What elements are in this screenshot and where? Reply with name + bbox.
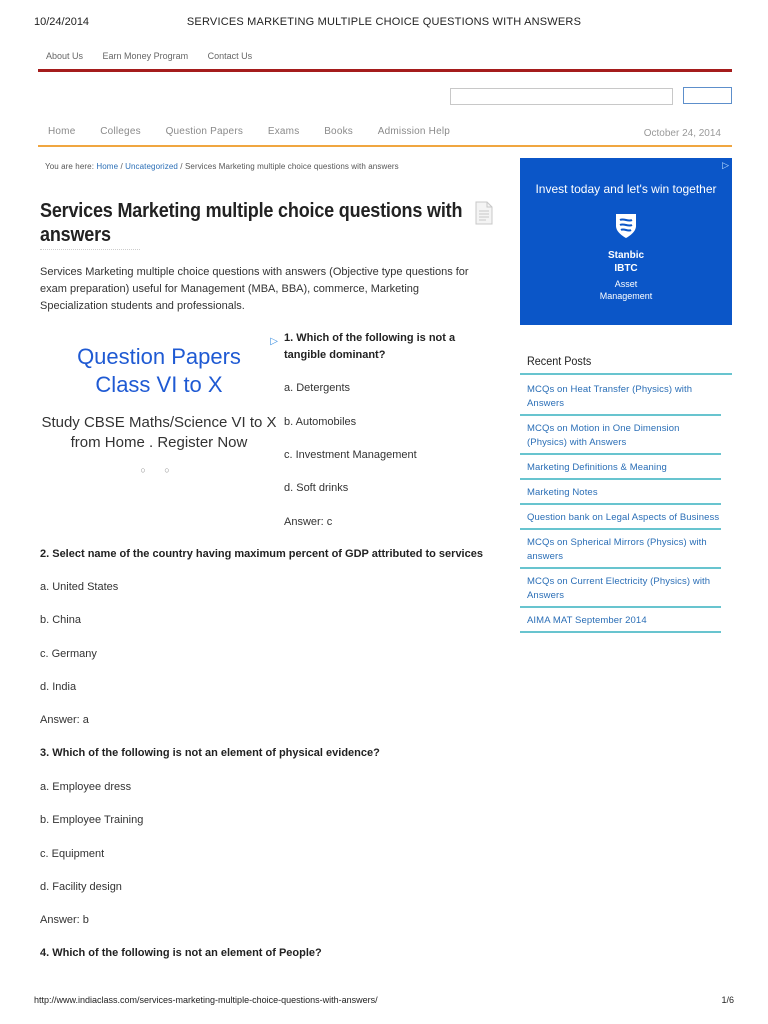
header-divider — [38, 69, 732, 72]
question-text: 1. Which of the following is not a — [284, 332, 456, 344]
recent-posts-heading: Recent Posts — [527, 354, 592, 368]
print-title: SERVICES MARKETING MULTIPLE CHOICE QUESTIONS WITH ANSWERS — [186, 16, 582, 28]
answer-option: b. Employee Training — [40, 814, 144, 826]
main-nav-admission-help[interactable]: Admission Help — [377, 126, 451, 137]
breadcrumb-home[interactable]: Home — [96, 162, 119, 171]
answer-option: a. Employee dress — [40, 781, 132, 793]
answer-option: b. Automobiles — [284, 416, 357, 428]
recent-post-link[interactable]: MCQs on Heat Transfer (Physics) with Answers — [520, 377, 721, 416]
recent-post-link[interactable]: AIMA MAT September 2014 — [520, 608, 721, 633]
ad-choices-icon[interactable]: ▷ — [722, 160, 729, 170]
recent-posts-divider — [520, 373, 732, 375]
answer-key: Answer: b — [40, 914, 89, 926]
ad-body: Study CBSE Maths/Science VI to X from Home . Register Now — [41, 414, 277, 451]
answer-option: b. China — [40, 614, 81, 626]
answer-key: Answer: c — [284, 516, 333, 528]
nav-divider — [38, 145, 732, 147]
top-nav-earn-money[interactable]: Earn Money Program — [102, 51, 189, 61]
breadcrumb-separator: / — [177, 162, 185, 171]
recent-post-link[interactable]: Marketing Definitions & Meaning — [520, 455, 721, 480]
search-input[interactable] — [450, 88, 673, 105]
post-meta — [40, 249, 140, 252]
page-number: 1/6 — [721, 995, 734, 1005]
print-footer — [34, 995, 734, 1007]
ad-choices-icon[interactable]: ▷ — [270, 336, 278, 347]
recent-posts-list — [520, 377, 721, 633]
main-nav-home[interactable]: Home — [48, 126, 76, 137]
breadcrumb-prefix: You are here: — [45, 162, 97, 171]
main-nav-question-papers[interactable]: Question Papers — [165, 126, 244, 137]
print-header — [34, 16, 734, 30]
breadcrumb — [45, 162, 399, 171]
subtitle-line: Asset — [614, 279, 638, 289]
answer-option: c. Equipment — [40, 848, 105, 860]
sidebar-ad-brand — [520, 249, 732, 275]
article-intro: Services Marketing multiple choice questions with answers (Objective type questions for exam preparation) useful for Management (MBA, BBA), commerce, Marketing Specialization students and professionals. — [40, 266, 469, 312]
question-text: 2. Select name of the country having maximum percent of GDP attributed to services — [40, 548, 483, 560]
answer-key: Answer: a — [40, 714, 89, 726]
recent-post-link[interactable]: MCQs on Motion in One Dimension (Physics) with Answers — [520, 416, 721, 455]
main-nav-exams[interactable]: Exams — [267, 126, 300, 137]
sidebar-ad-subtitle — [520, 278, 732, 302]
answer-option: d. Soft drinks — [284, 482, 349, 494]
answer-option: d. Facility design — [40, 881, 122, 893]
top-nav-about-us[interactable]: About Us — [46, 51, 84, 61]
search-button[interactable] — [683, 87, 732, 104]
answer-option: a. Detergents — [284, 382, 351, 394]
question-text: 4. Which of the following is not an element of People? — [40, 947, 322, 959]
breadcrumb-current: Services Marketing multiple choice questions with answers — [184, 162, 399, 171]
inline-ad[interactable] — [40, 336, 278, 484]
recent-post-link[interactable]: Marketing Notes — [520, 480, 721, 505]
ad-headline-line: Question Papers — [77, 344, 241, 369]
question-text: 3. Which of the following is not an element of physical evidence? — [40, 747, 380, 759]
recent-post-link[interactable]: MCQs on Current Electricity (Physics) with Answers — [520, 569, 721, 608]
answer-option: d. India — [40, 681, 77, 693]
answer-option: c. Germany — [40, 648, 97, 660]
answer-option: a. United States — [40, 581, 119, 593]
question-text: tangible dominant? — [284, 349, 386, 361]
print-url: http://www.indiaclass.com/services-marketing-multiple-choice-questions-with-answers/ — [34, 995, 378, 1005]
print-date: 10/24/2014 — [34, 16, 90, 28]
breadcrumb-category[interactable]: Uncategorized — [125, 162, 178, 171]
ad-headline[interactable] — [40, 343, 278, 399]
shield-icon — [615, 212, 637, 240]
document-icon[interactable] — [474, 201, 494, 225]
brand-line: Stanbic — [607, 250, 645, 261]
recent-post-link[interactable]: Question bank on Legal Aspects of Business — [520, 505, 721, 530]
subtitle-line: Management — [599, 291, 653, 301]
main-nav — [48, 126, 472, 137]
answer-option: c. Investment Management — [284, 449, 417, 461]
brand-line: IBTC — [614, 263, 638, 274]
main-nav-colleges[interactable]: Colleges — [100, 126, 141, 137]
recent-post-link[interactable]: MCQs on Spherical Mirrors (Physics) with answers — [520, 530, 721, 569]
nav-date: October 24, 2014 — [643, 128, 721, 139]
top-nav-contact-us[interactable]: Contact Us — [207, 51, 253, 61]
sidebar-ad-tagline: Invest today and let's win together — [535, 182, 717, 196]
ad-headline-line: Class VI to X — [95, 372, 223, 397]
top-nav — [46, 51, 269, 61]
main-nav-books[interactable]: Books — [324, 126, 353, 137]
ad-pagination-dots[interactable]: ○ ○ — [140, 465, 178, 475]
breadcrumb-separator: / — [118, 162, 126, 171]
sidebar-ad[interactable] — [520, 158, 732, 325]
page-title: Services Marketing multiple choice questions with answers — [40, 200, 463, 246]
